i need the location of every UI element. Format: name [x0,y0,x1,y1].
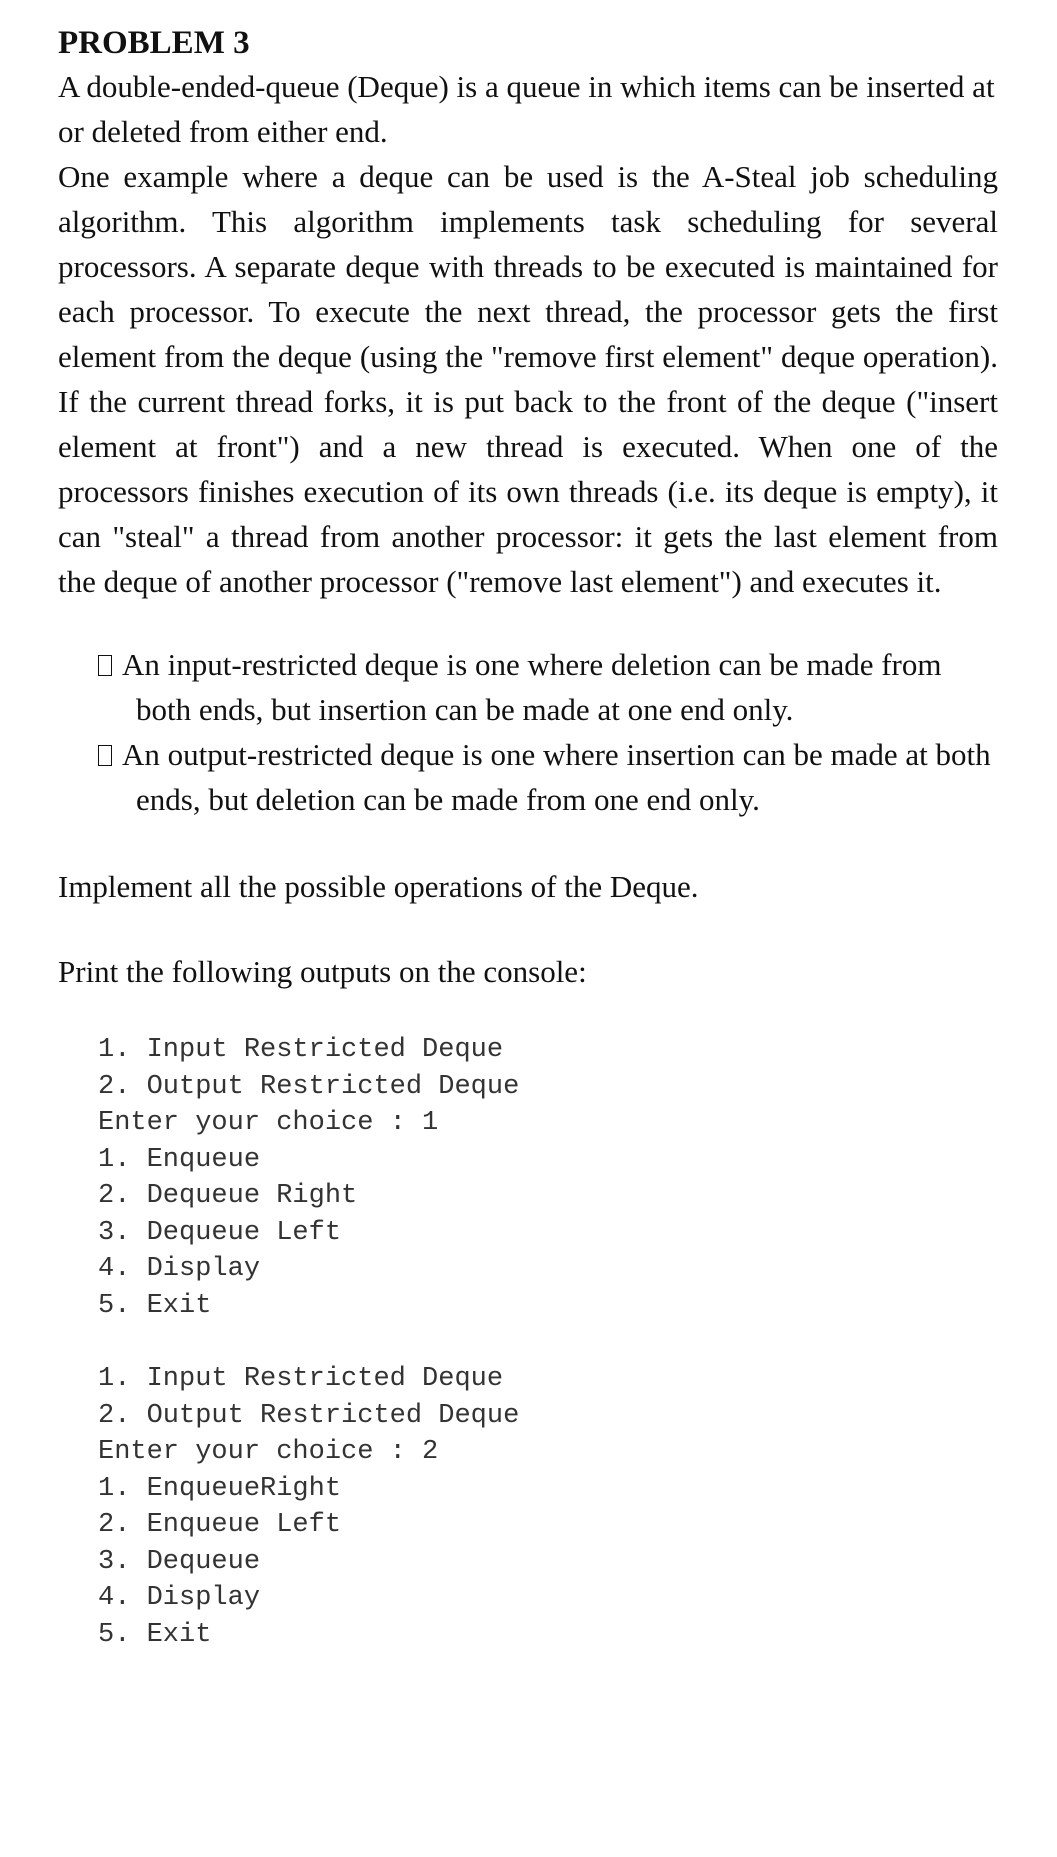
bullet-text: An input-restricted deque is one where deletion can be made from both ends, but insertion can be made at one end only. [122,647,942,727]
console-line: 5. Exit [98,1619,212,1650]
list-item [98,732,998,822]
bullet-box-icon [98,655,112,676]
intro-paragraph: A double-ended-queue (Deque) is a queue in which items can be inserted at or deleted from either end. [58,69,995,149]
console-line: 2. Dequeue Right [98,1181,358,1211]
bullet-text: An output-restricted deque is one where insertion can be made at both ends, but deletion can be made from one end only. [122,737,991,817]
console-output-output-restricted [58,1361,998,1653]
console-line: 2. Output Restricted Deque [98,1071,520,1102]
problem-document [58,22,998,1653]
implement-instruction: Implement all the possible operations of the Deque. [58,869,699,904]
console-line: 1. Enqueue [98,1144,261,1175]
console-line: 2. Enqueue Left [98,1510,342,1540]
console-line: 1. Input Restricted Deque [98,1035,504,1065]
problem-title: PROBLEM 3 [58,25,250,61]
console-line: Enter your choice : 2 [98,1437,439,1467]
example-paragraph: One example where a deque can be used is the A-Steal job scheduling algorithm. This algorithm implements task scheduling for several processors. A separate deque with threads to be executed is maintained for each processor. To execute the next thread, the processor gets the first element from the deque (using the "remove first element" deque operation). If the current thread forks, it is put back to the front of the deque ("insert element at front") and a new thread is executed. When one of the processors finishes execution of its own threads (i.e. its deque is empty), it can "steal" a thread from another processor: it gets the last element from the deque of another processor ("remove last element") and executes it. [58,159,998,599]
bullet-box-icon [98,745,112,766]
console-line: 1. EnqueueRight [98,1473,342,1504]
console-line: 3. Dequeue [98,1546,261,1577]
console-line: 4. Display [98,1583,261,1613]
console-line: 5. Exit [98,1290,212,1321]
console-output-input-restricted [58,1032,998,1324]
console-line: 2. Output Restricted Deque [98,1400,520,1431]
console-line: 1. Input Restricted Deque [98,1364,504,1394]
print-instruction: Print the following outputs on the console: [58,954,587,989]
console-line: 3. Dequeue Left [98,1217,342,1248]
console-line: Enter your choice : 1 [98,1108,439,1138]
list-item [98,642,998,732]
deque-types-list [58,642,998,822]
console-line: 4. Display [98,1254,261,1284]
